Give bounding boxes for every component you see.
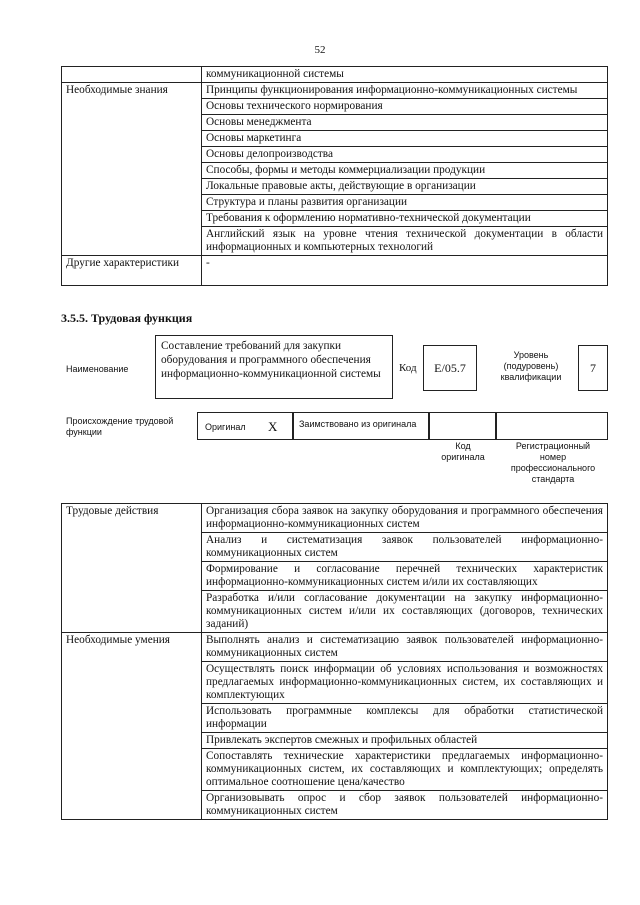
row-item: Английский язык на уровне чтения технической документации в области информационных и компьютерных технологий bbox=[202, 227, 608, 256]
function-name-box bbox=[155, 335, 393, 399]
borrowed-box bbox=[293, 412, 429, 440]
table-row bbox=[62, 256, 608, 286]
table-row bbox=[62, 504, 608, 533]
code-value: E/05.7 bbox=[434, 360, 466, 375]
level-value-box bbox=[578, 345, 608, 391]
registration-caption: Регистрационный номер профессионального стандарта bbox=[510, 441, 596, 484]
original-code-box bbox=[429, 412, 496, 440]
borrowed-label: Заимствовано из оригинала bbox=[299, 419, 417, 429]
name-label: Наименование bbox=[66, 364, 129, 374]
row-item: Разработка и/или согласование документации на закупку информационно-коммуникационных систем и/или их составляющих (договоров, технических заданий) bbox=[202, 591, 608, 633]
row-item: Использовать программные комплексы для обработки статистической информации bbox=[202, 704, 608, 733]
row-item: Способы, формы и методы коммерциализации продукции bbox=[202, 163, 608, 179]
row-label: Необходимые знания bbox=[62, 83, 202, 256]
row-item: Основы технического нормирования bbox=[202, 99, 608, 115]
table-row bbox=[62, 633, 608, 662]
row-item: Локальные правовые акты, действующие в организации bbox=[202, 179, 608, 195]
level-label: Уровень (подуровень) квалификации bbox=[500, 350, 562, 382]
row-item: Сопоставлять технические характеристики предлагаемых информационно-коммуникационных систем, их составляющих и комплектующих; определять оптимальное соотношение цена/качество bbox=[202, 749, 608, 791]
code-value-box bbox=[423, 345, 477, 391]
code-caption: Код оригинала bbox=[441, 441, 485, 462]
row-item: Основы делопроизводства bbox=[202, 147, 608, 163]
table-row bbox=[62, 83, 608, 99]
function-name: Составление требований для закупки оборудования и программного обеспечения информационно-коммуникационной системы bbox=[161, 340, 381, 380]
row-item: Структура и планы развития организации bbox=[202, 195, 608, 211]
row-item: Основы маркетинга bbox=[202, 131, 608, 147]
original-label: Оригинал bbox=[205, 422, 246, 432]
section-title: 3.5.5. Трудовая функция bbox=[61, 311, 193, 325]
row-item: Формирование и согласование перечней технических характеристик информационно-коммуникационных систем и/или их составляющих bbox=[202, 562, 608, 591]
row-label: Другие характеристики bbox=[62, 256, 202, 286]
row-item: Привлекать экспертов смежных и профильных областей bbox=[202, 733, 608, 749]
row-item: Требования к оформлению нормативно-технической документации bbox=[202, 211, 608, 227]
origin-label: Происхождение трудовой функции bbox=[66, 416, 174, 437]
row-item: Анализ и систематизация заявок пользователей информационно-коммуникационных систем bbox=[202, 533, 608, 562]
knowledge-table bbox=[61, 66, 608, 286]
row-item: - bbox=[202, 256, 608, 286]
row-item: коммуникационной системы bbox=[202, 67, 608, 83]
code-label: Код bbox=[399, 362, 417, 374]
row-label: Трудовые действия bbox=[62, 504, 202, 633]
row-item: Организация сбора заявок на закупку оборудования и программного обеспечения информационно-коммуникационных систем bbox=[202, 504, 608, 533]
row-item: Осуществлять поиск информации об условиях использования и возможностях предлагаемых информационно-коммуникационных систем, их составляющих и комплектующих bbox=[202, 662, 608, 704]
original-box bbox=[197, 412, 293, 440]
row-item: Выполнять анализ и систематизацию заявок пользователей информационно-коммуникационных систем bbox=[202, 633, 608, 662]
registration-number-box bbox=[496, 412, 608, 440]
page-number: 52 bbox=[314, 44, 326, 56]
row-label: Необходимые умения bbox=[62, 633, 202, 820]
row-item: Организовывать опрос и сбор заявок пользователей информационно-коммуникационных систем bbox=[202, 791, 608, 820]
row-label bbox=[62, 67, 202, 83]
row-item: Основы менеджмента bbox=[202, 115, 608, 131]
actions-skills-table bbox=[61, 503, 608, 820]
row-item: Принципы функционирования информационно-коммуникационных системы bbox=[202, 83, 608, 99]
original-mark: X bbox=[268, 419, 278, 434]
level-value: 7 bbox=[590, 360, 596, 375]
table-row bbox=[62, 67, 608, 83]
